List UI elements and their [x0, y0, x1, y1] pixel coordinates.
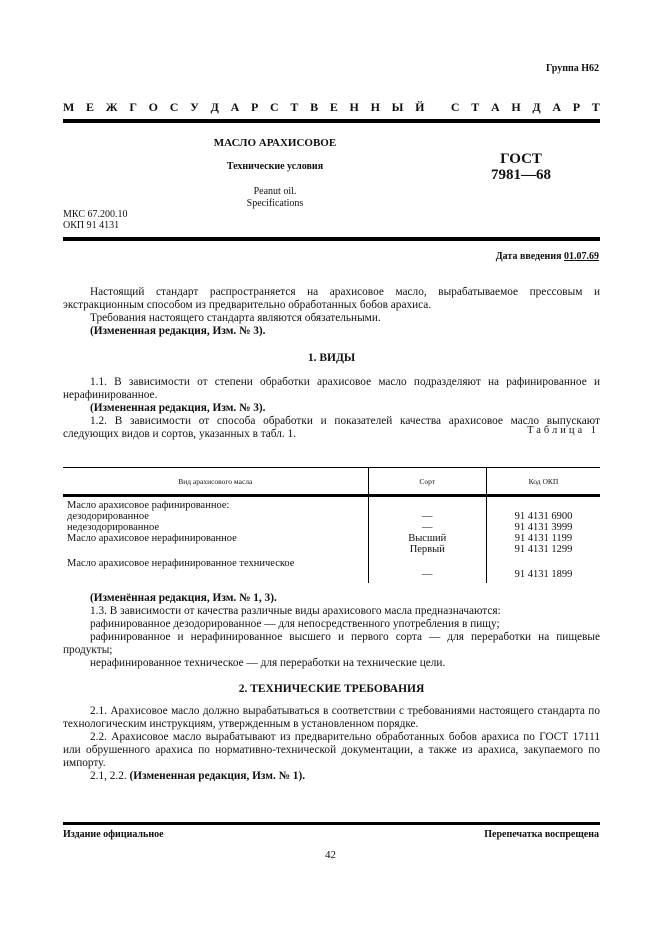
reprint-prohibited-label: Перепечатка воспрещена — [484, 829, 599, 840]
title-block-rule — [63, 237, 600, 241]
clause-1-3-item-b: рафинированное и нерафинированное высшего и первого сорта — для переработки на пищевые продукты; — [63, 631, 600, 656]
interstate-standard-banner — [63, 100, 600, 115]
banner-letter: Т — [471, 100, 480, 114]
classification-codes — [63, 209, 127, 231]
section-2-heading: 2. ТЕХНИЧЕСКИЕ ТРЕБОВАНИЯ — [238, 683, 425, 695]
clause-2-amendment-text: (Измененная редакция, Изм. № 1). — [129, 770, 306, 782]
okp-code: ОКП 91 4131 — [63, 220, 120, 231]
banner-letter: Р — [250, 100, 259, 114]
cell-type: недезодорированное — [67, 522, 160, 533]
cell-grade: — — [368, 522, 486, 533]
column-header-type: Вид арахисового масла — [63, 468, 368, 496]
cell-type: Масло арахисовое нерафинированное техническое — [67, 558, 295, 569]
clause-2-amendment — [63, 770, 600, 783]
cell-type: Масло арахисовое нерафинированное — [67, 533, 237, 544]
cell-code — [486, 496, 600, 512]
clause-1-1: 1.1. В зависимости от степени обработки арахисовое масло подразделяют на рафинированное и нерафинированное. — [63, 376, 600, 401]
cell-type: дезодорированное — [67, 511, 149, 522]
banner-letter: У — [190, 100, 199, 114]
banner-letter: О — [148, 100, 159, 114]
clause-2-amendment-prefix: 2.1, 2.2. — [90, 770, 130, 782]
document-subtitle: Технические условия — [226, 161, 324, 172]
page-number: 42 — [325, 849, 336, 861]
cell-grade: Высший — [368, 533, 486, 544]
intro-paragraph-1: Настоящий стандарт распространяется на арахисовое масло, вырабатываемое прессовым и экстракционным способом из предварительно обработанных бобов арахиса. — [63, 286, 600, 311]
table-row — [63, 544, 600, 555]
cell-grade — [368, 496, 486, 512]
column-header-grade: Сорт — [368, 468, 486, 496]
cell-type — [63, 544, 368, 555]
banner-letter: А — [490, 100, 500, 114]
banner-letter: С — [450, 100, 460, 114]
cell-type — [63, 569, 368, 583]
banner-letter: Н — [370, 100, 380, 114]
banner-letter: Й — [415, 100, 425, 114]
banner-letter: Ж — [105, 100, 118, 114]
cell-code: 91 4131 6900 — [486, 511, 600, 522]
banner-letter: В — [310, 100, 319, 114]
banner-letter: Г — [129, 100, 137, 114]
english-title-line2: Specifications — [246, 198, 304, 209]
english-title-line1: Peanut oil. — [253, 186, 297, 197]
banner-letter: Е — [329, 100, 338, 114]
banner-letter: С — [169, 100, 179, 114]
table-row — [63, 522, 600, 533]
intro-amendment: (Измененная редакция, Изм. № 3). — [90, 325, 266, 337]
cell-type: Масло арахисовое рафинированное: — [67, 500, 230, 511]
column-header-okp-code: Код ОКП — [486, 468, 600, 496]
document-title: МАСЛО АРАХИСОВОЕ — [213, 137, 337, 149]
cell-code: 91 4131 1899 — [486, 569, 600, 583]
gost-designation — [486, 151, 556, 183]
section-1-continued — [63, 592, 600, 670]
header-rule — [63, 119, 600, 123]
banner-letter: А — [552, 100, 562, 114]
date-label: Дата введения — [495, 251, 562, 262]
footer-rule — [63, 822, 600, 825]
banner-letter: Р — [572, 100, 581, 114]
banner-letter: М — [63, 100, 75, 114]
cell-code: 91 4131 1199 — [486, 533, 600, 544]
section-1-heading: 1. ВИДЫ — [307, 352, 356, 364]
date-value: 01.07.69 — [564, 251, 599, 262]
banner-letter: Н — [511, 100, 521, 114]
clause-1-3-item-c: нерафинированное техническое — для переработки на технические цели. — [90, 657, 446, 669]
clause-2-2: 2.2. Арахисовое масло вырабатывают из предварительно обработанных бобов арахиса по ГОСТ 17111 или обрушенного арахиса по нормативно-технической документации, а также из арахиса, закупаемого по импорту. — [63, 731, 600, 769]
oil-types-table — [63, 467, 600, 583]
table-header-row — [63, 468, 600, 496]
table-row — [63, 555, 600, 569]
gost-number: 7981—68 — [491, 167, 551, 183]
table-row — [63, 511, 600, 522]
group-code: Группа Н62 — [546, 63, 599, 74]
cell-code: 91 4131 1299 — [486, 544, 600, 555]
section-2-body — [63, 705, 600, 783]
clause-1-3-item-a: рафинированное дезодорированное — для непосредственного употребления в пищу; — [90, 618, 500, 630]
official-edition-label: Издание официальное — [63, 829, 164, 840]
cell-code: 91 4131 3999 — [486, 522, 600, 533]
gost-label: ГОСТ — [500, 151, 542, 167]
banner-letter: Т — [591, 100, 600, 114]
banner-letter: Ы — [391, 100, 404, 114]
cell-grade: Первый — [368, 544, 486, 555]
banner-letter: Н — [349, 100, 359, 114]
mks-code: МКС 67.200.10 — [63, 209, 128, 220]
cell-grade: — — [368, 569, 486, 583]
cell-grade — [368, 555, 486, 569]
cell-grade: — — [368, 511, 486, 522]
banner-letter: С — [270, 100, 279, 114]
banner-letter: Д — [210, 100, 219, 114]
clause-1-1-amendment: (Измененная редакция, Изм. № 3). — [90, 402, 266, 414]
introduction-date — [496, 251, 599, 262]
clause-1-2: 1.2. В зависимости от способа обработки и показателей качества арахисовое масло выпускают следующих видов и сортов, указанных в табл. 1. — [63, 415, 600, 440]
banner-letter: Д — [532, 100, 541, 114]
banner-letter: Е — [86, 100, 95, 114]
cell-code — [486, 555, 600, 569]
table-amendment: (Изменённая редакция, Изм. № 1, 3). — [90, 592, 277, 604]
banner-letter: Т — [290, 100, 299, 114]
clause-1-3: 1.3. В зависимости от качества различные виды арахисового масла предназначаются: — [90, 605, 501, 617]
intro-paragraph-2: Требования настоящего стандарта являются обязательными. — [90, 312, 381, 324]
table-caption: Таблица 1 — [527, 425, 599, 436]
english-title — [200, 186, 350, 210]
banner-letter — [436, 100, 439, 115]
clause-2-1: 2.1. Арахисовое масло должно вырабатываться в соответствии с требованиями настоящего стандарта по технологическим инструкциям, утвержденным в установленном порядке. — [63, 705, 600, 730]
section-1-body — [63, 376, 600, 441]
table-row — [63, 496, 600, 512]
banner-letter: А — [230, 100, 240, 114]
intro-section — [63, 286, 600, 338]
table-row — [63, 569, 600, 583]
table-row — [63, 533, 600, 544]
